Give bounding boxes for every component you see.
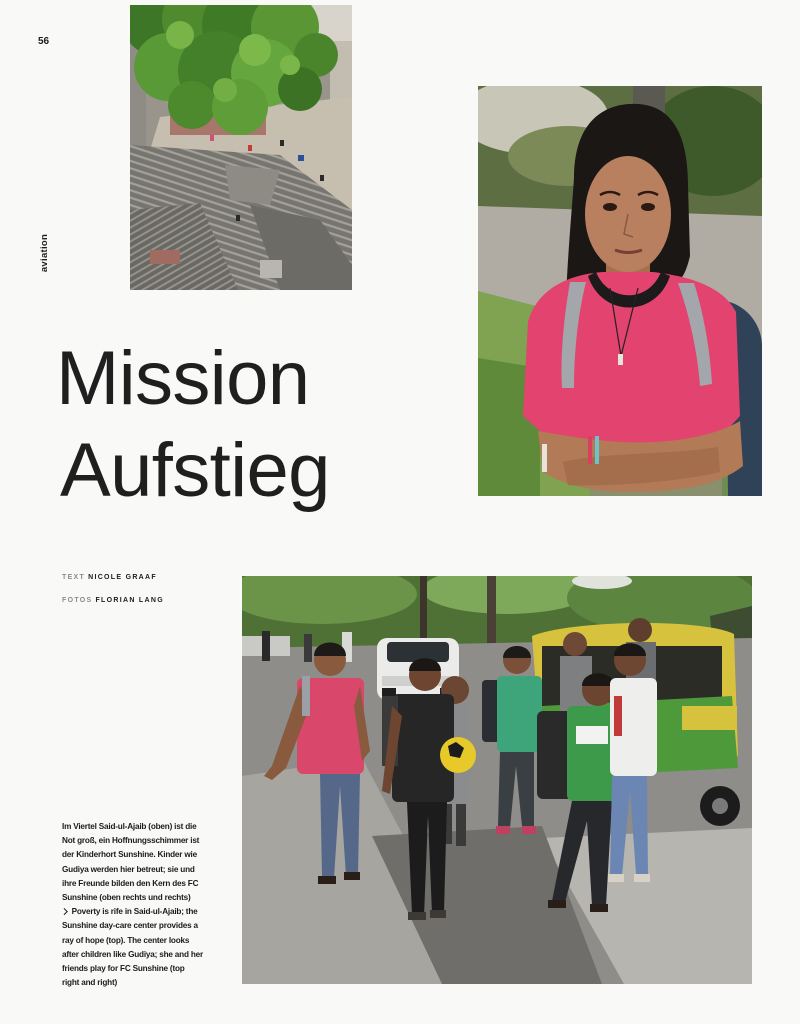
section-label: aviation [39, 233, 50, 273]
text-credit-label: TEXT [62, 574, 86, 581]
article-title-line-2: Aufstieg [60, 428, 330, 513]
article-title-line-1: Mission [56, 336, 310, 421]
caption-line: der Kinderhort Sunshine. Kinder wie [62, 850, 197, 860]
caption-line: after children like Gudiya; she and her [62, 949, 203, 959]
page-number: 56 [38, 36, 50, 47]
caption-line: right and right) [62, 978, 118, 988]
caption-line: friends play for FC Sunshine (top [62, 963, 185, 973]
caption-line: Not groß, ein Hoffnungsschimmer ist [62, 836, 200, 846]
photo-caption [62, 820, 203, 990]
caption-line: Poverty is rife in Said-ul-Ajaib; the [71, 907, 198, 917]
caption-line: Sunshine (oben rechts und rechts) [62, 892, 191, 902]
caption-line-english-start [62, 905, 203, 919]
aerial-neighbourhood-photo [130, 5, 352, 290]
chevron-right-icon [61, 908, 67, 914]
text-credit-name: NICOLE GRAAF [88, 574, 157, 581]
photo-credit-label: FOTOS [62, 597, 93, 604]
aerial-photo-illustration [130, 5, 352, 290]
caption-line: ray of hope (top). The center looks [62, 935, 190, 945]
photo-credit [62, 596, 164, 606]
football [440, 737, 476, 773]
caption-line: Gudiya werden hier betreut; sie und [62, 864, 195, 874]
text-credit [62, 573, 157, 583]
caption-line: ihre Freunde bilden den Kern des FC [62, 878, 199, 888]
street-illustration [242, 576, 752, 984]
children-street-photo [242, 576, 752, 984]
portrait-illustration [478, 86, 762, 496]
photo-credit-name: FLORIAN LANG [95, 597, 164, 604]
girl-portrait-photo [478, 86, 762, 496]
caption-line: Sunshine day-care center provides a [62, 921, 198, 931]
caption-line: Im Viertel Said-ul-Ajaib (oben) ist die [62, 822, 197, 831]
